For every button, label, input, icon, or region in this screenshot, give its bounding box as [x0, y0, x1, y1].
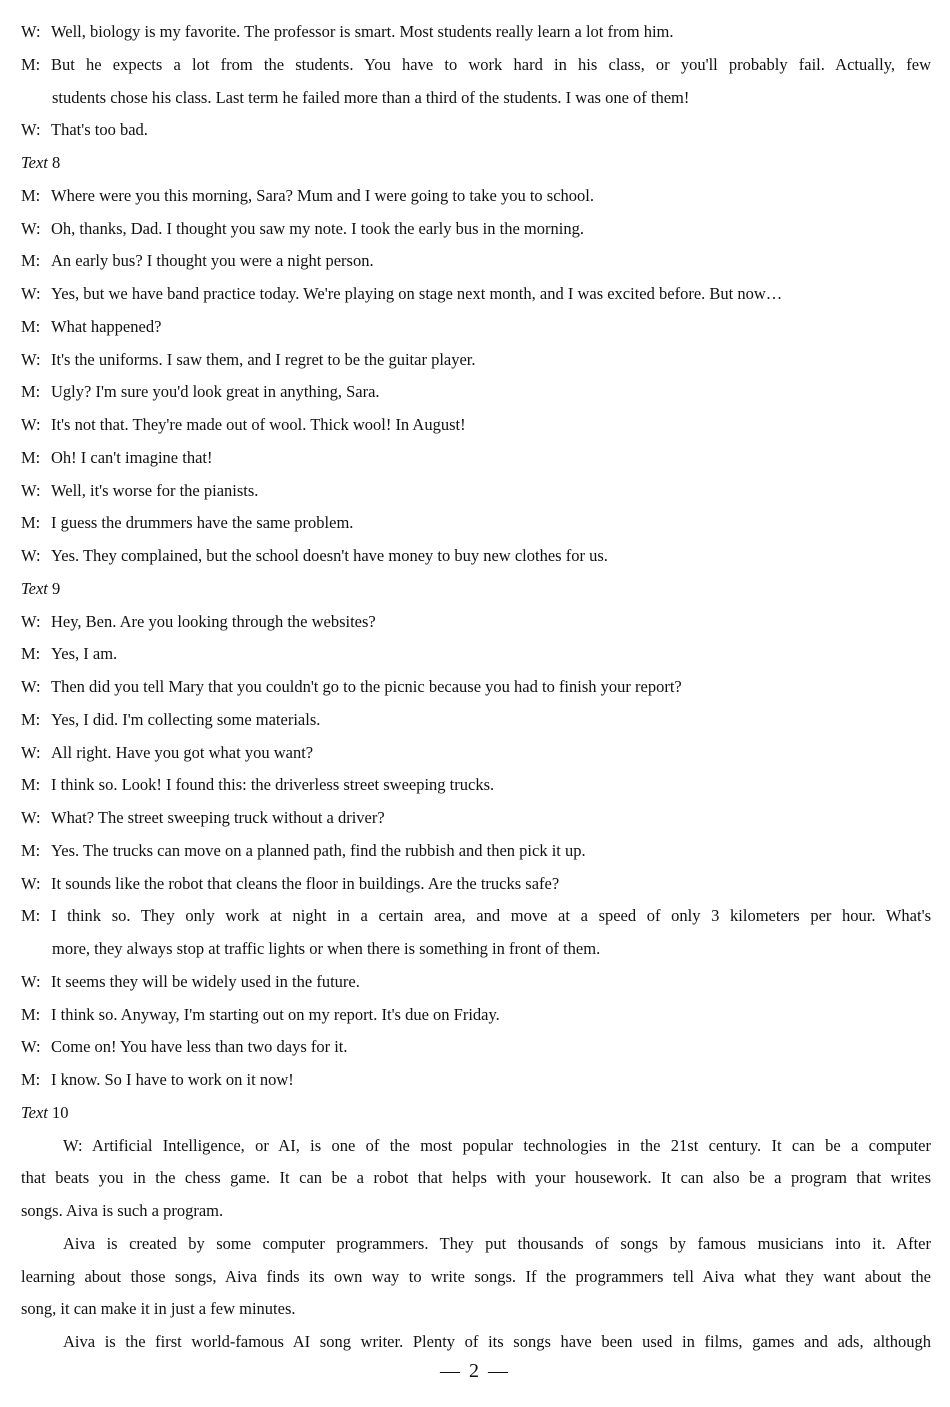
text-line — [21, 1130, 931, 1163]
line-text: That's too bad. — [51, 120, 148, 140]
dialogue-line — [21, 442, 931, 475]
section-heading-number: 9 — [47, 578, 61, 598]
line-text: But he expects a lot from the students. You have to work hard in his class, or you'll probably fail. Actually, few — [51, 54, 931, 74]
line-text: Well, biology is my favorite. The professor is smart. Most students really learn a lot from him. — [51, 22, 674, 41]
line-text: Yes. They complained, but the school doesn't have money to buy new clothes for us. — [51, 546, 608, 565]
line-text: What? The street sweeping truck without a driver? — [51, 808, 385, 827]
dialogue-line — [21, 900, 931, 933]
speaker-label: M: — [21, 513, 41, 533]
text-line — [21, 1162, 931, 1195]
line-text: Yes, I did. I'm collecting some materials. — [51, 709, 321, 729]
line-text: W: Artificial Intelligence, or AI, is one of the most popular technologies in the 21st century. It can be a computer — [63, 1135, 931, 1155]
dialogue-line — [21, 376, 931, 409]
line-text: Come on! You have less than two days for it. — [51, 1037, 348, 1057]
line-text: Yes, but we have band practice today. We're playing on stage next month, and I was excited before. But now… — [51, 284, 783, 303]
text-line — [21, 933, 931, 966]
dialogue-line — [21, 704, 931, 737]
speaker-label: M: — [21, 382, 41, 402]
line-text: Where were you this morning, Sara? Mum and I were going to take you to school. — [51, 185, 594, 205]
section-heading-number: 10 — [47, 1102, 69, 1122]
speaker-label: M: — [21, 1070, 41, 1089]
speaker-label: W: — [21, 808, 41, 827]
speaker-label: W: — [21, 546, 41, 565]
line-text: that beats you in the chess game. It can be a robot that helps with your housework. It can also be a program that writes — [21, 1168, 931, 1188]
dialogue-line — [21, 835, 931, 868]
text-line — [21, 1228, 931, 1261]
speaker-label: M: — [21, 840, 41, 860]
dialogue-line — [21, 966, 931, 999]
dialogue-line — [21, 311, 931, 344]
transcript-content — [21, 16, 931, 1359]
dialogue-line — [21, 245, 931, 278]
speaker-label: W: — [21, 120, 41, 140]
dialogue-line — [21, 409, 931, 442]
line-text: I think so. They only work at night in a certain area, and move at a speed of only 3 kilometers per hour. What's — [51, 906, 931, 926]
speaker-label: W: — [21, 415, 41, 434]
dialogue-line — [21, 1064, 931, 1097]
speaker-label: W: — [21, 742, 41, 762]
speaker-label: W: — [21, 677, 41, 696]
speaker-label: M: — [21, 251, 41, 271]
speaker-label: M: — [21, 644, 41, 664]
dialogue-line — [21, 606, 931, 639]
speaker-label: W: — [21, 218, 41, 238]
line-text: Well, it's worse for the pianists. — [51, 480, 259, 500]
section-heading-word: Text — [21, 578, 48, 598]
line-text: Hey, Ben. Are you looking through the websites? — [51, 611, 376, 631]
text-line — [21, 1326, 931, 1359]
line-text: Yes. The trucks can move on a planned path, find the rubbish and then pick it up. — [51, 840, 586, 860]
dialogue-line — [21, 540, 931, 573]
line-text: Yes, I am. — [51, 644, 118, 664]
line-text: I think so. Look! I found this: the driverless street sweeping trucks. — [51, 775, 495, 795]
line-text: It seems they will be widely used in the future. — [51, 971, 360, 991]
line-text: Ugly? I'm sure you'd look great in anything, Sara. — [51, 382, 380, 402]
line-text: Aiva is the first world-famous AI song writer. Plenty of its songs have been used in films, games and ads, although — [63, 1332, 931, 1351]
line-text: What happened? — [51, 316, 162, 336]
line-text: It sounds like the robot that cleans the floor in buildings. Are the trucks safe? — [51, 873, 560, 893]
section-heading-word: Text — [21, 1102, 48, 1122]
text-line — [21, 1195, 931, 1228]
speaker-label: W: — [21, 480, 41, 500]
dialogue-line — [21, 671, 931, 704]
dialogue-line — [21, 213, 931, 246]
line-text: All right. Have you got what you want? — [51, 742, 314, 762]
speaker-label: W: — [21, 22, 41, 41]
speaker-label: M: — [21, 316, 41, 336]
speaker-label: M: — [21, 775, 41, 795]
line-text: I guess the drummers have the same problem. — [51, 513, 354, 533]
section-heading — [21, 147, 931, 180]
section-heading-word: Text — [21, 153, 48, 172]
line-text: songs. Aiva is such a program. — [21, 1201, 224, 1220]
speaker-label: W: — [21, 611, 41, 631]
line-text: more, they always stop at traffic lights or when there is something in front of them. — [52, 939, 601, 958]
line-text: It's not that. They're made out of wool. Thick wool! In August! — [51, 415, 466, 434]
page-number: — 2 — — [440, 1360, 510, 1382]
dialogue-line — [21, 49, 931, 82]
line-text: Oh! I can't imagine that! — [51, 447, 213, 467]
speaker-label: M: — [21, 906, 41, 926]
speaker-label: W: — [21, 1037, 41, 1057]
text-line — [21, 82, 931, 115]
speaker-label: M: — [21, 54, 41, 74]
dialogue-line — [21, 278, 931, 311]
dialogue-line — [21, 344, 931, 377]
dialogue-line — [21, 16, 931, 49]
dialogue-line — [21, 868, 931, 901]
line-text: An early bus? I thought you were a night person. — [51, 251, 374, 271]
section-heading-number: 8 — [47, 153, 61, 172]
dialogue-line — [21, 1031, 931, 1064]
speaker-label: W: — [21, 971, 41, 991]
line-text: Aiva is created by some computer programmers. They put thousands of songs by famous musicians into it. After — [63, 1233, 931, 1253]
dialogue-line — [21, 999, 931, 1032]
dialogue-line — [21, 737, 931, 770]
text-line — [21, 1261, 931, 1294]
line-text: I think so. Anyway, I'm starting out on my report. It's due on Friday. — [51, 1004, 500, 1024]
section-heading — [21, 573, 931, 606]
line-text: It's the uniforms. I saw them, and I regret to be the guitar player. — [51, 349, 476, 369]
line-text: Oh, thanks, Dad. I thought you saw my note. I took the early bus in the morning. — [51, 218, 584, 238]
line-text: I know. So I have to work on it now! — [51, 1070, 294, 1089]
speaker-label: M: — [21, 447, 41, 467]
dialogue-line — [21, 507, 931, 540]
line-text: song, it can make it in just a few minutes. — [21, 1299, 296, 1319]
dialogue-line — [21, 114, 931, 147]
text-line — [21, 1293, 931, 1326]
dialogue-line — [21, 802, 931, 835]
speaker-label: W: — [21, 873, 41, 893]
dialogue-line — [21, 475, 931, 508]
dialogue-line — [21, 638, 931, 671]
dialogue-line — [21, 769, 931, 802]
section-heading — [21, 1097, 931, 1130]
line-text: students chose his class. Last term he failed more than a third of the students. I was one of them! — [52, 87, 690, 107]
speaker-label: W: — [21, 284, 41, 303]
speaker-label: M: — [21, 709, 41, 729]
speaker-label: M: — [21, 185, 41, 205]
line-text: Then did you tell Mary that you couldn't go to the picnic because you had to finish your report? — [51, 677, 682, 696]
speaker-label: M: — [21, 1004, 41, 1024]
dialogue-line — [21, 180, 931, 213]
line-text: learning about those songs, Aiva finds its own way to write songs. If the programmers tell Aiva what they want about the — [21, 1266, 931, 1286]
speaker-label: W: — [21, 349, 41, 369]
